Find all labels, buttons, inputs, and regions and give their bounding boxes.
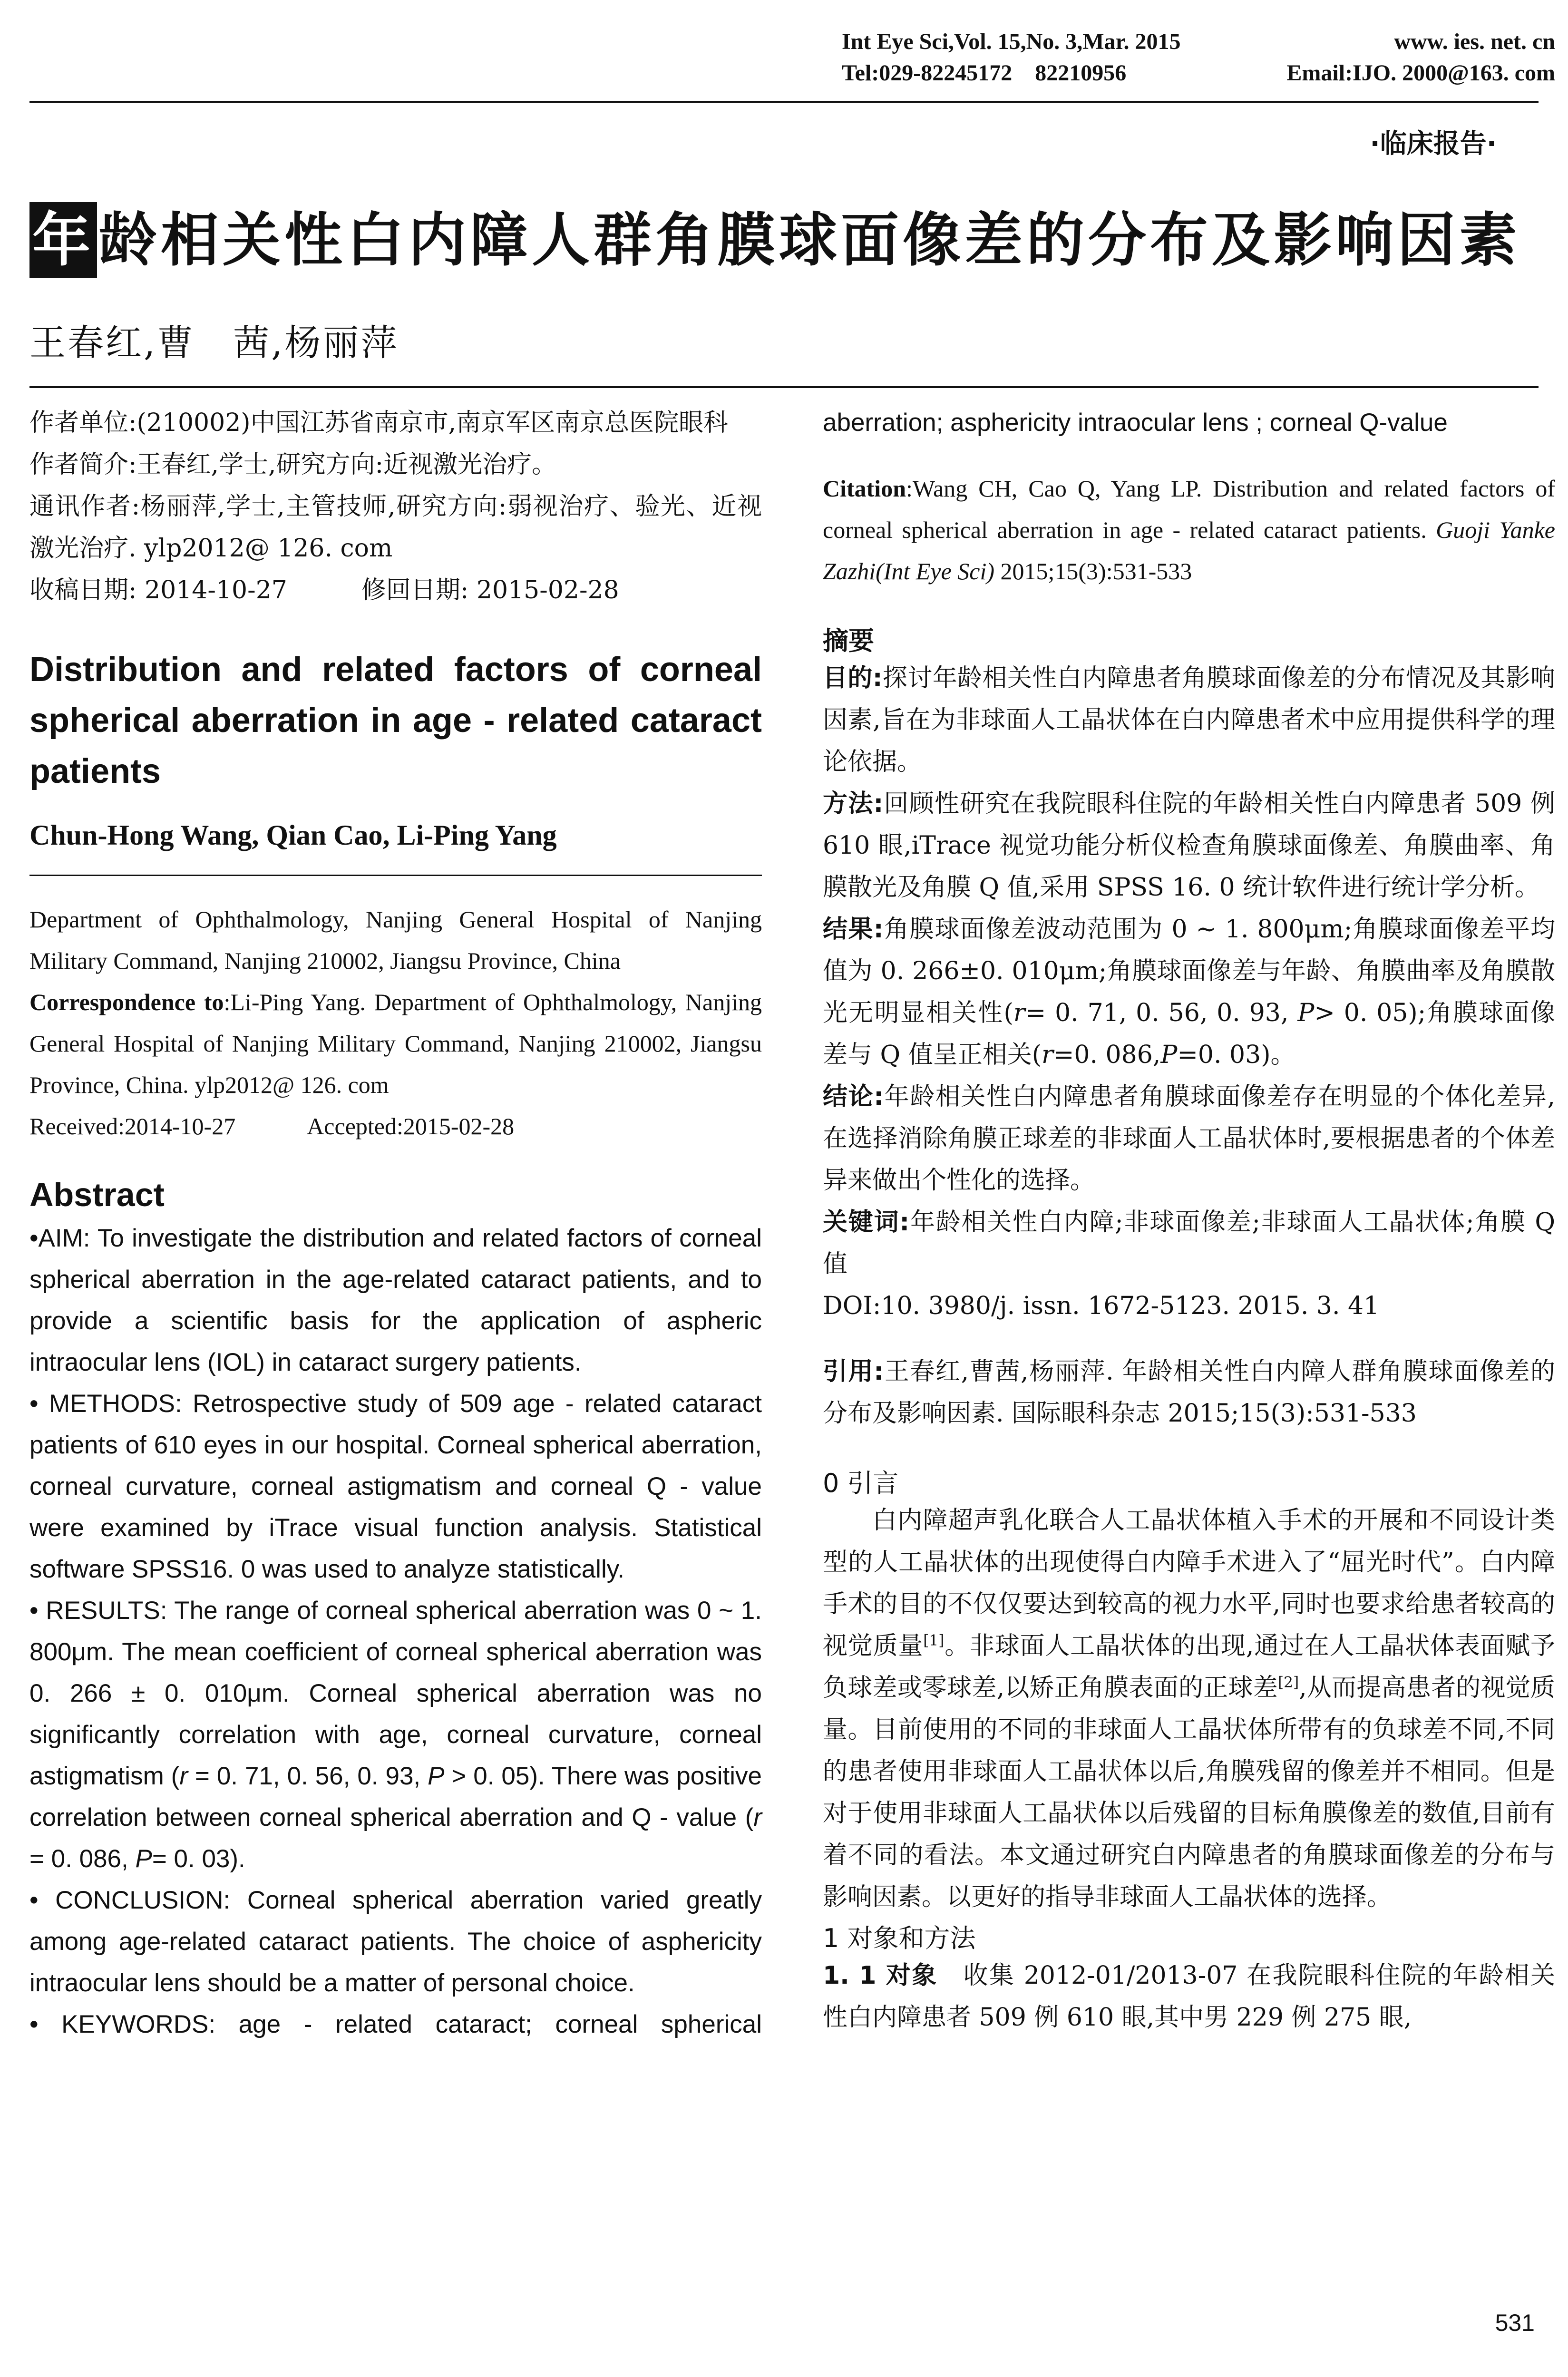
authors-cn: 王春红,曹 茜,杨丽萍 [29, 321, 399, 364]
subjects-label: 1. 1 对象 [823, 1961, 938, 1990]
results-r2: r [753, 1803, 762, 1831]
correspondence-label: Correspondence to [29, 989, 224, 1015]
aim-cn-label: 目的: [823, 664, 883, 692]
abstract-cn-aim [823, 657, 1555, 783]
english-title: Distribution and related factors of corneal spherical aberration in age - related cataract patients [29, 651, 762, 790]
results-cn-e: =0. 03)。 [1177, 1041, 1295, 1069]
conclusion-cn-text: 年龄相关性白内障患者角膜球面像差存在明显的个体化差异,在选择消除角膜正球差的非球面人工晶状体时,要根据患者的个体差异来做出个性化的选择。 [823, 1082, 1555, 1195]
correspondence-cn: 通讯作者:杨丽萍,学士,主管技师,研究方向:弱视治疗、验光、近视激光治疗. ylp2012@ 126. com [29, 492, 762, 563]
abstract-cn-keywords [823, 1201, 1555, 1285]
affiliation-cn: 作者单位:(210002)中国江苏省南京市,南京军区南京总医院眼科 [29, 409, 729, 437]
header-divider [29, 101, 1539, 103]
results-text-b: = 0. 71, 0. 56, 0. 93, [187, 1762, 428, 1790]
results-cn-p2: P [1160, 1041, 1178, 1069]
intro-text-b: 。非球面人工晶状体的出现,通过在人工晶状体表面赋予负球差或零球差,以矫正角膜表面的正球差 [823, 1632, 1555, 1702]
results-p1: P [428, 1762, 445, 1790]
abstract-results [29, 1590, 762, 1880]
title-first-char: 年 [29, 202, 97, 278]
results-text-e: = 0. 03). [152, 1845, 245, 1873]
authors-divider [29, 875, 762, 876]
keywords-continued: aberration; asphericity intraocular lens ; corneal Q-value [823, 409, 1448, 437]
received-dates: Received:2014-10-27 Accepted:2015-02-28 [29, 1113, 515, 1140]
citation-text-a: :Wang CH, Cao Q, Yang LP. Distribution and related factors of corneal spherical aberration in age - related cataract patients. [823, 475, 1555, 543]
results-cn-label: 结果: [823, 915, 884, 944]
abstract-conclusion: • CONCLUSION: Corneal spherical aberration varied greatly among age-related cataract patients. The choice of asphericity intraocular lens should be a matter of personal choice. [29, 1886, 762, 1997]
results-cn-r2: r [1041, 1041, 1053, 1069]
methods-cn-text: 回顾性研究在我院眼科住院的年龄相关性白内障患者 509 例 610 眼,iTrace 视觉功能分析仪检查角膜球面像差、角膜曲率、角膜散光及角膜 Q 值,采用 SPSS 16. 0 统计软件进行统计学分析。 [823, 789, 1556, 902]
citation-cn-text: 王春红,曹茜,杨丽萍. 年龄相关性白内障人群角膜球面像差的分布及影响因素. 国际眼科杂志 2015;15(3):531-533 [823, 1357, 1556, 1428]
results-text-a: • RESULTS: The range of corneal spherical aberration was 0 ~ 1. 800μm. The mean coefficient of corneal spherical aberration was 0. 266 ± 0. 010μm. Corneal spherical aberration was no significantly correlation with age, corneal curvature, corneal astigmatism ( [29, 1597, 762, 1790]
department-en: Department of Ophthalmology, Nanjing General Hospital of Nanjing Military Command, Nanjing 210002, Jiangsu Province, China [29, 906, 762, 974]
reference-2[interactable]: [2] [1277, 1674, 1299, 1691]
section-tag: ·临床报告· [1370, 128, 1497, 159]
results-cn-a: 角膜球面像差波动范围为 0 ~ 1. 800μm;角膜球面像差平均值为 0. 266±0. 010μm;角膜球面像差与年龄、角膜曲率及角膜散光无明显相关性( [823, 915, 1555, 1027]
article-title [29, 202, 1539, 278]
results-cn-d: =0. 086, [1053, 1041, 1161, 1069]
results-p2: P [135, 1845, 152, 1873]
abstract-aim: •AIM: To investigate the distribution and related factors of corneal spherical aberration in the age-related cataract patients, and to provide a scientific basis for the application of aspheric intraocular lens (IOL) in cataract surgery patients. [29, 1224, 762, 1376]
citation-en [823, 468, 1555, 592]
subjects-text: 收集 2012-01/2013-07 在我院眼科住院的年龄相关性白内障患者 509 例 610 眼,其中男 229 例 275 眼, [823, 1961, 1555, 2032]
conclusion-cn-label: 结论: [823, 1082, 884, 1111]
results-cn-r1: r [1013, 999, 1025, 1027]
running-header [842, 26, 1555, 89]
results-cn-c: > 0. 05);角膜球面像差与 Q 值呈正相关( [823, 999, 1555, 1069]
methods-heading: 1 对象和方法 [823, 1923, 976, 1953]
results-r1: r [179, 1762, 188, 1790]
citation-text-b: 2015;15(3):531-533 [994, 558, 1192, 585]
intro-text-a: 白内障超声乳化联合人工晶状体植入手术的开展和不同设计类型的人工晶状体的出现使得白内障手术进入了“屈光时代”。白内障手术的目的不仅仅要达到较高的视力水平,同时也要求给患者较高的视觉质量 [823, 1506, 1555, 1660]
results-cn-b: = 0. 71, 0. 56, 0. 93, [1025, 999, 1298, 1027]
results-text-d: = 0. 086, [29, 1845, 136, 1873]
abstract-methods: • METHODS: Retrospective study of 509 age - related cataract patients of 610 eyes in our hospital. Corneal spherical aberration, corneal curvature, corneal astigmatism and corneal Q - value were examined by iTrace visual function analysis. Statistical software SPSS16. 0 was used to analyze statistically. [29, 1390, 762, 1583]
keywords-cn-label: 关键词: [823, 1208, 910, 1237]
intro-paragraph [823, 1500, 1555, 1918]
citation-cn-label: 引用: [823, 1357, 884, 1386]
dates-cn: 收稿日期: 2014-10-27 修回日期: 2015-02-28 [29, 576, 619, 604]
title-divider [29, 386, 1539, 388]
title-rest: 龄相关性白内障人群角膜球面像差的分布及影响因素 [99, 206, 1521, 274]
author-bio-cn: 作者简介:王春红,学士,研究方向:近视激光治疗。 [29, 450, 557, 479]
results-cn-p1: P [1297, 999, 1315, 1027]
abstract-heading: Abstract [29, 1176, 165, 1213]
left-column [29, 402, 762, 2045]
page-number: 531 [1495, 2309, 1535, 2336]
citation-label: Citation [823, 475, 906, 502]
results-text-c: > 0. 05). There was positive correlation between corneal spherical aberration and Q - value ( [29, 1762, 762, 1831]
journal-email[interactable]: Email:IJO. 2000@163. com [1286, 60, 1555, 86]
aim-cn-text: 探讨年龄相关性白内障患者角膜球面像差的分布情况及其影响因素,旨在为非球面人工晶状体在白内障患者术中应用提供科学的理论依据。 [823, 664, 1555, 776]
reference-1[interactable]: [1] [923, 1632, 945, 1649]
journal-tel: Tel:029-82245172 82210956 [842, 60, 1127, 86]
right-column [823, 402, 1555, 2038]
correspondence-text: :Li-Ping Yang. Department of Ophthalmology, Nanjing General Hospital of Nanjing Military Command, Nanjing 210002, Jiangsu Province, China. ylp2012@ 126. com [29, 989, 762, 1098]
abstract-cn-heading: 摘要 [823, 626, 874, 656]
intro-text-c: ,从而提高患者的视觉质量。目前使用的不同的非球面人工晶状体所带有的负球差不同,不同的患者使用非球面人工晶状体以后,角膜残留的像差并不相同。但是对于使用非球面人工晶状体以后残留的目标角膜像差的数值,目前有着不同的看法。本文通过研究白内障患者的角膜球面像差的分布与影响因素。以更好的指导非球面人工晶状体的选择。 [823, 1674, 1555, 1911]
abstract-keywords: • KEYWORDS: age - related cataract; corneal spherical [29, 2010, 762, 2038]
keywords-cn-text: 年龄相关性白内障;非球面像差;非球面人工晶状体;角膜 Q 值 [823, 1208, 1555, 1278]
citation-cn [823, 1351, 1555, 1434]
citation-journal: Guoji Yanke Zazhi(Int Eye Sci) [823, 516, 1555, 585]
journal-info: Int Eye Sci,Vol. 15,No. 3,Mar. 2015 [842, 29, 1181, 54]
abstract-cn-methods [823, 783, 1555, 908]
abstract-cn-results [823, 908, 1555, 1076]
methods-cn-label: 方法: [823, 789, 884, 818]
subjects-paragraph [823, 1955, 1555, 2038]
abstract-cn-conclusion [823, 1076, 1555, 1201]
journal-website[interactable]: www. ies. net. cn [1394, 29, 1555, 54]
english-authors: Chun-Hong Wang, Qian Cao, Li-Ping Yang [29, 819, 557, 851]
correspondence-en [29, 982, 762, 1106]
doi[interactable]: DOI:10. 3980/j. issn. 1672-5123. 2015. 3. 41 [823, 1292, 1380, 1320]
intro-heading: 0 引言 [823, 1468, 899, 1498]
